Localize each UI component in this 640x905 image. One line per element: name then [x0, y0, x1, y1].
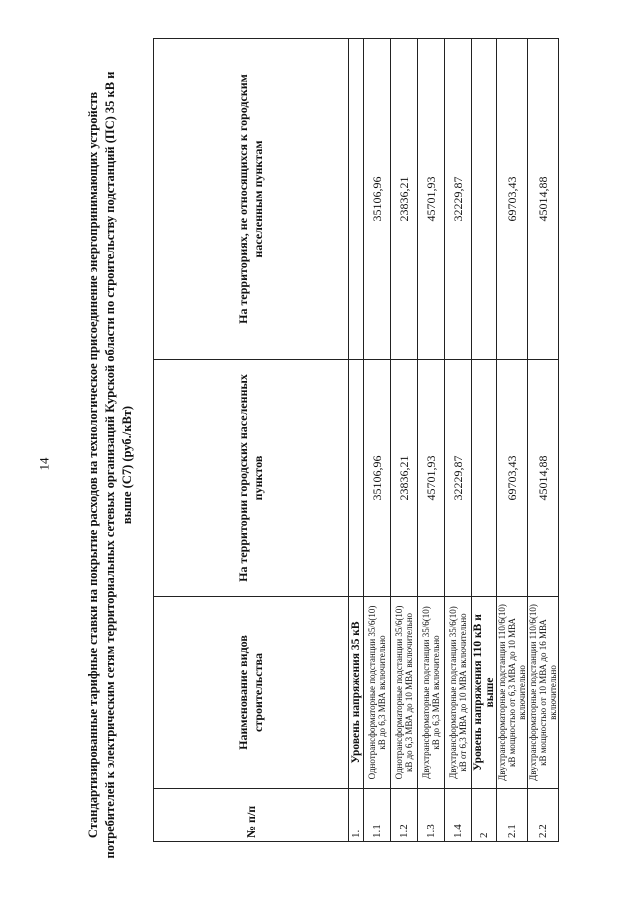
urban-value: 23836,21: [391, 360, 418, 597]
table-row: [349, 39, 364, 842]
row-number: 1.2: [391, 789, 418, 842]
row-number: 2.1: [497, 789, 528, 842]
urban-value: 35106,96: [364, 360, 391, 597]
construction-type: Двухтрансформаторные подстанции 110/6(10) кВ мощностью от 6,3 МВА до 10 МВА включительно: [497, 597, 528, 789]
construction-type: Однотрансформаторные подстанции 35/6(10) кВ до 6,3 МВА до 10 МВА включительно: [391, 597, 418, 789]
table-row: [528, 39, 559, 842]
rotated-landscape-content: [85, 70, 558, 860]
table-row: [391, 39, 418, 842]
row-number: 1.1: [364, 789, 391, 842]
rural-value: 23836,21: [391, 39, 418, 360]
urban-value: [349, 360, 364, 597]
rural-value: 69703,43: [497, 39, 528, 360]
section-label: Уровень напряжения 110 кВ и выше: [472, 597, 497, 789]
construction-type: Двухтрансформаторные подстанции 110/6(10) кВ мощностью от 10 МВА до 16 МВА включительно: [528, 597, 559, 789]
table-row: [364, 39, 391, 842]
row-number: 1.4: [445, 789, 472, 842]
rural-value: 32229,87: [445, 39, 472, 360]
rural-value: 35106,96: [364, 39, 391, 360]
urban-value: 45014,88: [528, 360, 559, 597]
table-row: [445, 39, 472, 842]
table-header-row: [154, 39, 349, 842]
row-number: 1.: [349, 789, 364, 842]
urban-value: [472, 360, 497, 597]
rural-value: [472, 39, 497, 360]
section-label: Уровень напряжения 35 кВ: [349, 597, 364, 789]
table-row: [418, 39, 445, 842]
urban-value: 32229,87: [445, 360, 472, 597]
construction-type: Однотрансформаторные подстанции 35/6(10) кВ до 6,3 МВА включительно: [364, 597, 391, 789]
rural-value: 45701,93: [418, 39, 445, 360]
rural-value: [349, 39, 364, 360]
header-rural: На территориях, не относящихся к городским населенным пунктам: [154, 39, 349, 360]
header-name: Наименование видов строительства: [154, 597, 349, 789]
row-number: 2: [472, 789, 497, 842]
table-row: [497, 39, 528, 842]
construction-type: Двухтрансформаторные подстанции 35/6(10) кВ до 6,3 МВА включительно: [418, 597, 445, 789]
urban-value: 45701,93: [418, 360, 445, 597]
tariff-table: [153, 38, 559, 842]
urban-value: 69703,43: [497, 360, 528, 597]
table-row: [472, 39, 497, 842]
construction-type: Двухтрансформаторные подстанции 35/6(10) кВ от 6,3 МВА до 10 МВА включительно: [445, 597, 472, 789]
page-number: 14: [36, 457, 52, 471]
header-urban: На территории городских населенных пунктов: [154, 360, 349, 597]
header-num: № п/п: [154, 789, 349, 842]
row-number: 2.2: [528, 789, 559, 842]
rural-value: 45014,88: [528, 39, 559, 360]
document-title: Стандартизированные тарифные ставки на покрытие расходов на технологическое присоединение энергопринимающих устройств потребителей к электрическим сетям территориальных сетевых организаций Курской области по строительству подстанций (ПС) 35 кВ и выше (С7) (руб./кВт): [86, 71, 134, 859]
row-number: 1.3: [418, 789, 445, 842]
